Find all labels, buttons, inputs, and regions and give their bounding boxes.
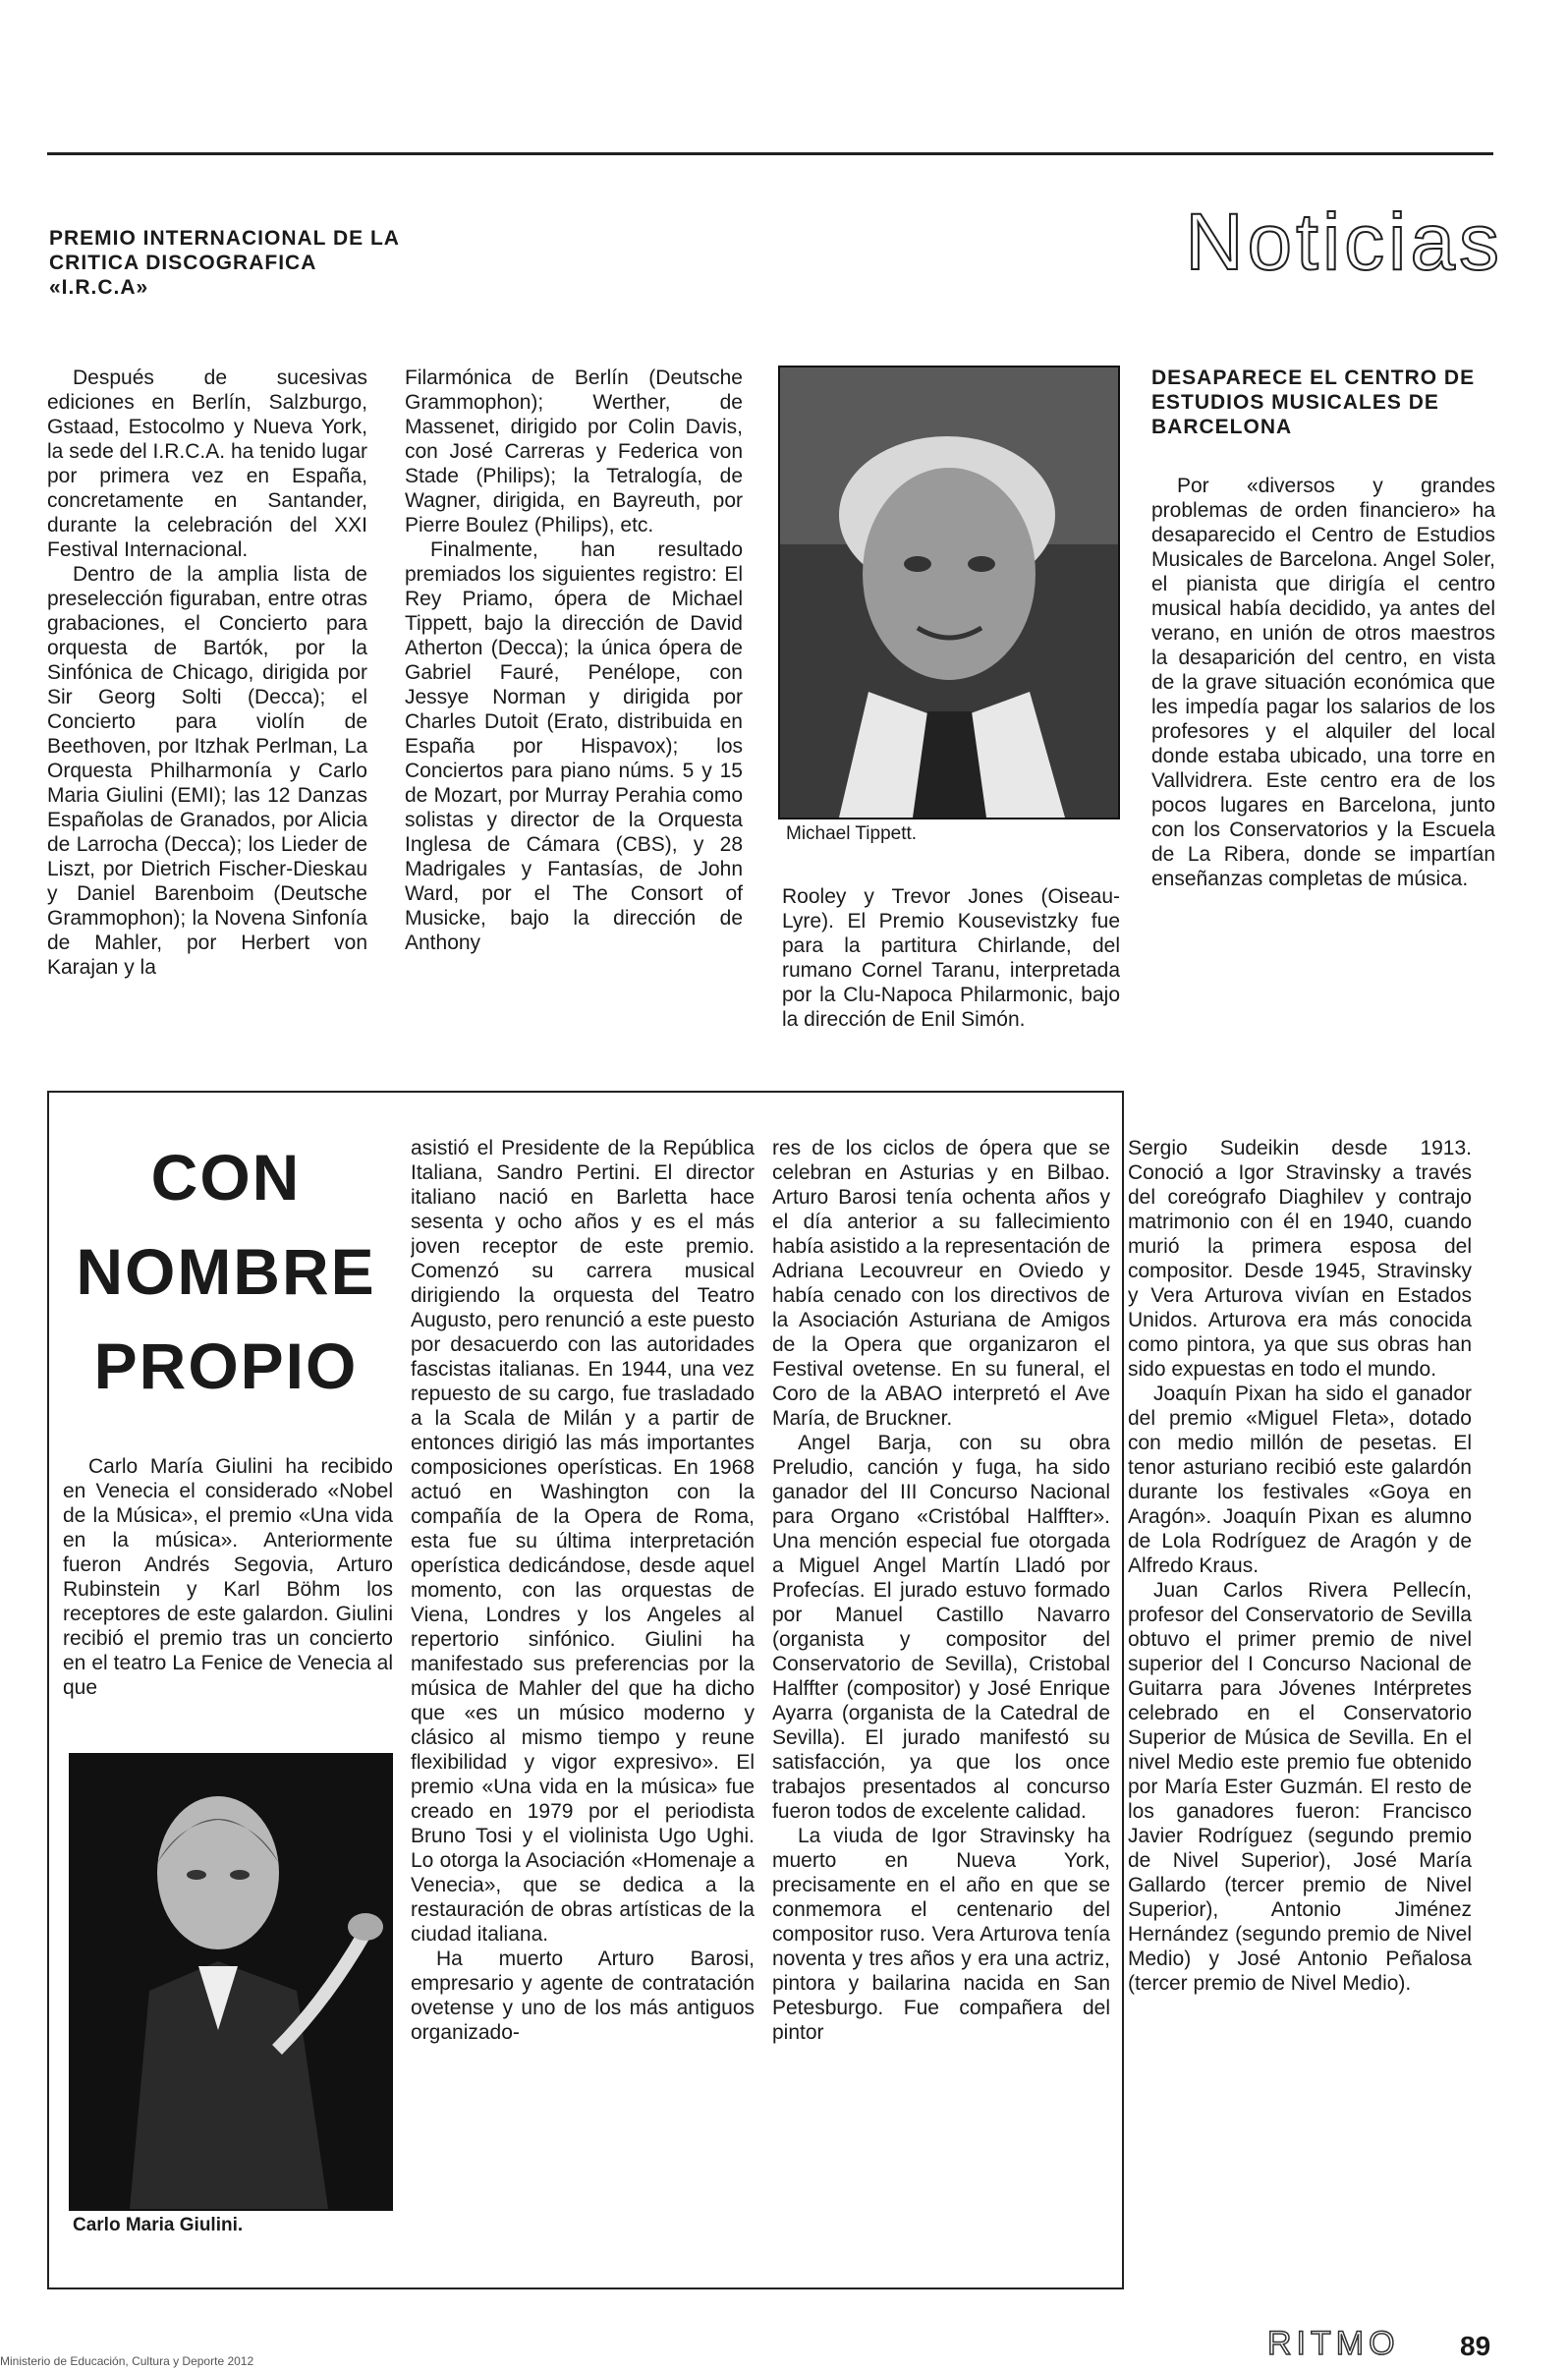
page-number: 89 <box>1460 2331 1491 2361</box>
giulini-caption: Carlo Maria Giulini. <box>73 2215 244 2235</box>
paragraph: Filarmónica de Berlín (Deutsche Grammophon); Werther, de Massenet, dirigido por Colin Davis, con José Carreras y Federica von Stade (Philips); la Tetralogía, de Wagner, dirigida, en Bayreuth, por Pierre Boulez (Philips), etc. <box>405 367 743 537</box>
paragraph: Joaquín Pixan ha sido el ganador del premio «Miguel Fleta», dotado con medio millón de pesetas. El tenor asturiano recibió este galardón durante los festivales «Goya en Aragón». Joaquín Pixan es alumno de Lola Rodríguez de Aragón y de Alfredo Kraus. <box>1128 1383 1472 1577</box>
con-nombre-title <box>59 1130 393 1413</box>
credit-note: Ministerio de Educación, Cultura y Deporte 2012 <box>0 2354 254 2368</box>
title-line: CON <box>150 1141 302 1214</box>
irca-column-1 <box>47 366 367 1065</box>
paragraph: La viuda de Igor Stravinsky ha muerto en Nueva York, precisamente en el año en que se conmemora el centenario del compositor ruso. Vera Arturova tenía noventa y tres años y era una actriz, pintora y bailarina nacida en San Petesburgo. Fue compañera del pintor <box>772 1825 1110 2044</box>
paragraph: Por «diversos y grandes problemas de orden financiero» ha desaparecido el Centro de Estudios Musicales de Barcelona. Angel Soler, el pianista que dirigía el centro musical había decidido, ya antes del verano, en unión de otros maestros la desaparición del centro, en vista de la grave situación económica que les impedía pagar los salarios de los profesores y el alquiler del local donde estaba ubicado, una torre en Vallvidrera. Este centro era de los pocos lugares en Barcelona, junto con los Conservatorios y la Escuela de La Ribera, donde se impartían enseñanzas completas de música. <box>1151 475 1495 890</box>
paragraph: Carlo María Giulini ha recibido en Venecia el considerado «Nobel de la Música», el premio «Una vida en la música». Anteriormente fueron Andrés Segovia, Arturo Rubinstein y Karl Böhm los receptores de este galardon. Giulini recibió el premio tras un concierto en el teatro La Fenice de Venecia al que <box>63 1455 393 1699</box>
title-line: NOMBRE <box>76 1235 376 1308</box>
title-line: PROPIO <box>93 1329 359 1402</box>
irca-heading: PREMIO INTERNACIONAL DE LA CRITICA DISCOGRAFICA «I.R.C.A» <box>49 227 400 299</box>
giulini-column-1 <box>63 1454 393 1735</box>
irca-column-3 <box>782 884 1120 1071</box>
paragraph: asistió el Presidente de la República Italiana, Sandro Pertini. El director italiano nació en Barletta hace sesenta y ocho años y es el más joven receptor de este premio. Comenzó su carrera musical dirigiendo la orquesta del Teatro Augusto, pero renunció a este puesto por desacuerdo con las autoridades fascistas italianas. En 1944, una vez repuesto de su cargo, fue trasladado a la Scala de Milán y a partir de entonces dirigió las más importantes composiciones operísticas. En 1968 actuó en Washington con la compañía de la Opera de Roma, esta fue su última interpretación operística dedicándose, desde aquel momento, con las orquestas de Viena, Londres y los Angeles al repertorio sinfónico. Giulini ha manifestado sus preferencias por la música de Mahler del que ha dicho que «es un músico moderno y clásico al mismo tiempo y reune flexibilidad y vigor expresivo». El premio «Una vida en la música» fue creado en 1979 por el periodista Bruno Tosi y el violinista Ugo Ughi. Lo otorga la Asociación «Homenaje a Venecia», que se dedica a la restauración de obras artísticas de la ciudad italiana. <box>411 1137 755 1946</box>
con-nombre-column-3 <box>772 1136 1110 2227</box>
paragraph: Rooley y Trevor Jones (Oiseau-Lyre). El Premio Kousevistzky fue para la partitura Chirlande, del rumano Cornel Taranu, interpretada por la Clu-Napoca Philarmonic, bajo la dirección de Enil Simón. <box>782 885 1120 1031</box>
con-nombre-column-2 <box>411 1136 755 2227</box>
centro-heading: DESAPARECE EL CENTRO DE ESTUDIOS MUSICALES DE BARCELONA <box>1151 367 1476 438</box>
con-nombre-column-4 <box>1128 1136 1472 2227</box>
paragraph: Sergio Sudeikin desde 1913. Conoció a Igor Stravinsky a través del coreógrafo Diaghilev y contrajo matrimonio con él en 1940, cuando murió la primera esposa del compositor. Desde 1945, Stravinsky y Vera Arturova vivían en Estados Unidos. Arturova era más conocida como pintora, ya que sus obras han sido expuestas en todo el mundo. <box>1128 1137 1472 1381</box>
paragraph: Después de sucesivas ediciones en Berlín, Salzburgo, Gstaad, Estocolmo y Nueva York, la sede del I.R.C.A. ha tenido lugar por primera vez en España, concretamente en Santander, durante la celebración del XXI Festival Internacional. <box>47 367 367 561</box>
magazine-logo: RITMO <box>1267 2325 1400 2362</box>
section-title: Noticias <box>1185 198 1503 287</box>
michael-tippett-photo <box>778 366 1120 819</box>
paragraph: res de los ciclos de ópera que se celebran en Asturias y en Bilbao. Arturo Barosi tenía ochenta años y el día anterior a su fallecimiento había asistido a la representación de Adriana Lecouvreur en Oviedo y había cenado con los directivos de la Asociación Asturiana de Amigos de la Opera que organizaron el Festival ovetense. En su funeral, el Coro de la ABAO interpretó el Ave María, de Bruckner. <box>772 1137 1110 1430</box>
paragraph: Juan Carlos Rivera Pellecín, profesor del Conservatorio de Sevilla obtuvo el primer premio de nivel superior del I Concurso Nacional de Guitarra para Jóvenes Intérpretes celebrado en el Conservatorio Superior de Música de Sevilla. En el nivel Medio este premio fue obtenido por María Ester Guzmán. El resto de los ganadores fueron: Francisco Javier Rodríguez (segundo premio de Nivel Superior), José María Gallardo (tercer premio de Nivel Superior), Antonio Jiménez Hernández (segundo premio de Nivel Medio) y José Antonio Peñalosa (tercer premio de Nivel Medio). <box>1128 1579 1472 1995</box>
centro-body <box>1151 474 1495 1069</box>
paragraph: Ha muerto Arturo Barosi, empresario y agente de contratación ovetense y uno de los más antiguos organizado- <box>411 1948 755 2044</box>
giulini-photo <box>69 1753 393 2211</box>
paragraph: Dentro de la amplia lista de preselección figuraban, entre otras grabaciones, el Concierto para orquesta de Bartók, por la Sinfónica de Chicago, dirigida por Sir Georg Solti (Decca); el Concierto para violín de Beethoven, por Itzhak Perlman, La Orquesta Philharmonía y Carlo Maria Giulini (EMI); las 12 Danzas Españolas de Granados, por Alicia de Larrocha (Decca); los Lieder de Liszt, por Dietrich Fischer-Dieskau y Daniel Barenboim (Deutsche Grammophon); la Novena Sinfonía de Mahler, por Herbert von Karajan y la <box>47 563 367 979</box>
paragraph: Angel Barja, con su obra Preludio, canción y fuga, ha sido ganador del III Concurso Nacional para Organo «Cristóbal Halffter». Una mención especial fue otorgada a Miguel Angel Martín Lladó por Profecías. El jurado estuvo formado por Manuel Castillo Navarro (organista y compositor del Conservatorio de Sevilla), Cristobal Halffter (compositor) y José Enrique Ayarra (organista de la Catedral de Sevilla). El jurado manifestó su satisfacción, ya que los once trabajos presentados al concurso fueron todos de excelente calidad. <box>772 1432 1110 1823</box>
photo-caption: Michael Tippett. <box>786 823 918 844</box>
paragraph: Finalmente, han resultado premiados los siguientes registro: El Rey Priamo, ópera de Michael Tippett, bajo la dirección de David Atherton (Decca); la única ópera de Gabriel Fauré, Penélope, con Jessye Norman y dirigida por Charles Dutoit (Erato, distribuida en España por Hispavox); los Conciertos para piano núms. 5 y 15 de Mozart, por Murray Perahia como solistas y director de la Orquesta Inglesa de Cámara (CBS), y 28 Madrigales y Fantasías, de John Ward, por el The Consort of Musicke, bajo la dirección de Anthony <box>405 538 743 954</box>
top-rule <box>47 152 1493 155</box>
irca-column-2 <box>405 366 743 1065</box>
